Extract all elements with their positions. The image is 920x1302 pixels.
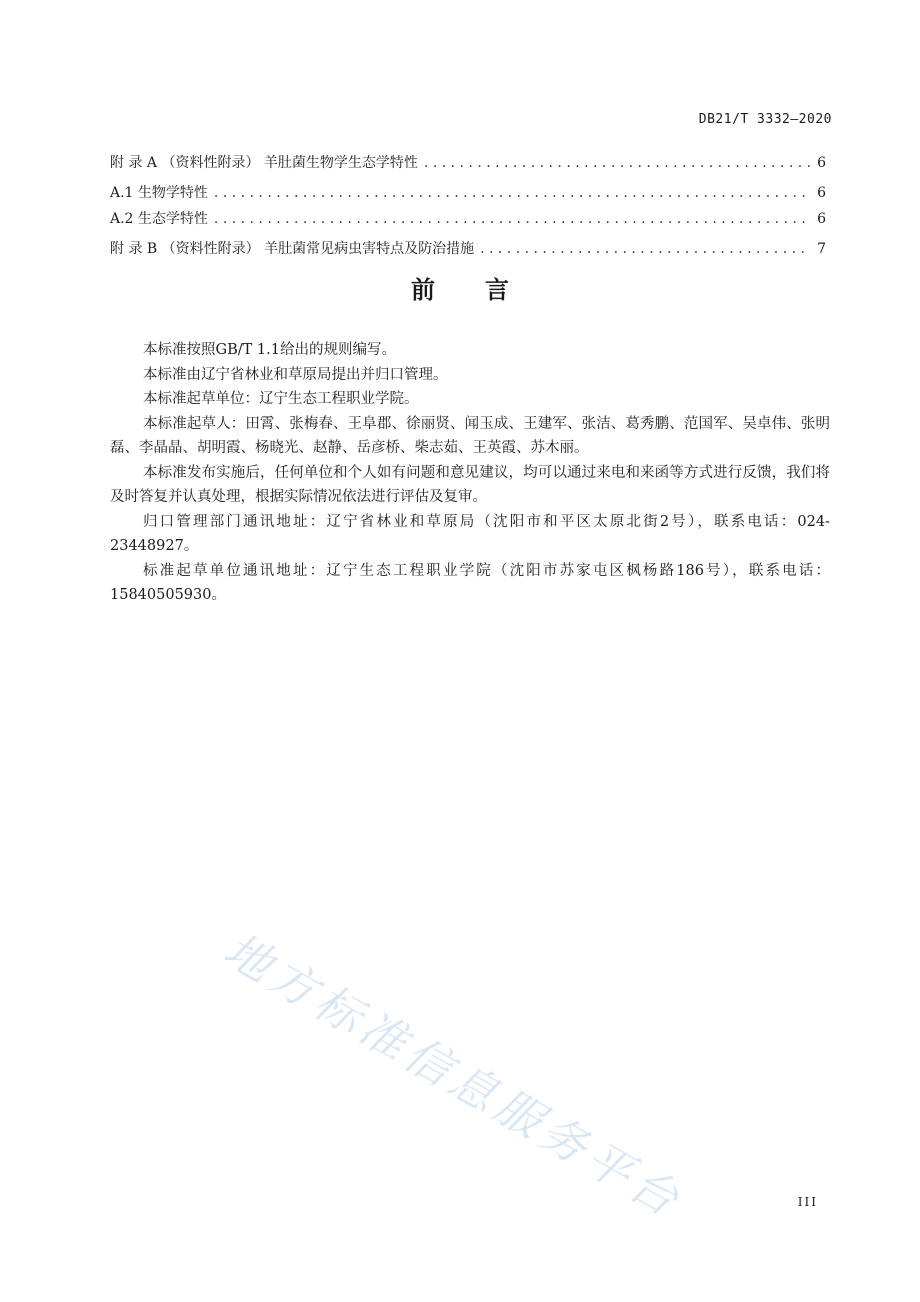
toc-leader-dots	[424, 150, 810, 176]
toc-entry-page: 6	[817, 185, 826, 201]
toc-entry-a2[interactable]	[110, 206, 826, 232]
toc-entry-label: A.1 生物学特性	[110, 185, 208, 201]
page-number: III	[797, 1195, 818, 1209]
foreword-title: 前言	[411, 276, 559, 304]
paragraph-rules: 本标准按照GB/T 1.1给出的规则编写。	[143, 342, 396, 358]
paragraph-proposer: 本标准由辽宁省林业和草原局提出并归口管理。	[143, 366, 448, 383]
toc-entry-label: 附 录 B （资料性附录） 羊肚菌常见病虫害特点及防治措施	[110, 241, 475, 257]
paragraph-drafting-unit: 本标准起草单位：辽宁生态工程职业学院。	[143, 391, 419, 407]
toc-entry-page: 6	[817, 155, 826, 171]
toc-entry-appendix-a[interactable]	[110, 150, 826, 176]
paragraph-drafter-address: 标准起草单位通讯地址：辽宁生态工程职业学院（沈阳市苏家屯区枫杨路186号），联系电话：15840505930。	[110, 562, 830, 603]
toc-entry-a1[interactable]	[110, 180, 826, 206]
toc-entry-page: 6	[817, 211, 826, 227]
paragraph-admin-address: 归口管理部门通讯地址：辽宁省林业和草原局（沈阳市和平区太原北街2号），联系电话：024-23448927。	[110, 513, 830, 554]
toc-leader-dots	[214, 180, 810, 206]
watermark: 地方标准信息服务平台	[215, 922, 693, 1229]
table-of-contents	[110, 150, 826, 262]
paragraph-drafters: 本标准起草人：田霄、张梅春、王阜郡、徐丽贤、闻玉成、王建军、张洁、葛秀鹏、范国军、吴卓伟、张明磊、李晶晶、胡明霞、杨晓光、赵静、岳彦桥、柴志茹、王英霞、苏木丽。	[110, 415, 830, 456]
toc-entry-label: 附 录 A （资料性附录） 羊肚菌生物学生态学特性	[110, 155, 418, 171]
document-code: DB21/T 3332—2020	[698, 112, 832, 127]
toc-entry-appendix-b[interactable]	[110, 236, 826, 262]
paragraph-feedback: 本标准发布实施后，任何单位和个人如有问题和意见建议，均可以通过来电和来函等方式进行反馈，我们将及时答复并认真处理，根据实际情况依法进行评估及复审。	[110, 464, 830, 505]
toc-entry-page: 7	[817, 241, 826, 257]
foreword-body	[110, 338, 830, 608]
toc-leader-dots	[480, 236, 810, 262]
toc-leader-dots	[214, 206, 810, 232]
toc-entry-label: A.2 生态学特性	[110, 211, 208, 227]
